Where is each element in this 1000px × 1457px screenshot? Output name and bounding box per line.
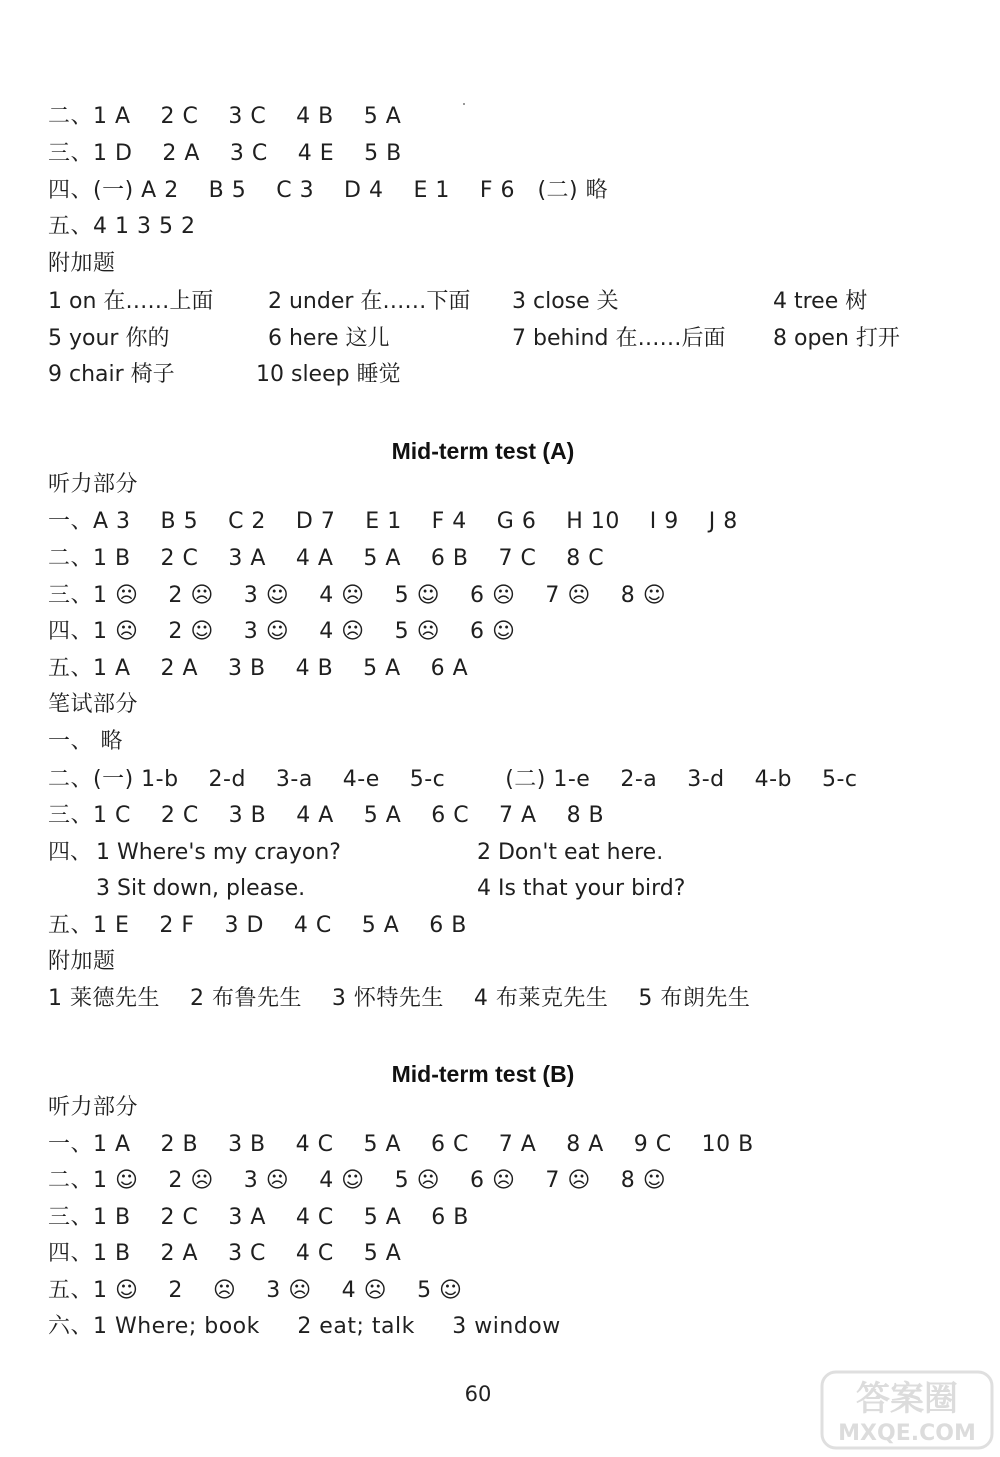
speck — [463, 103, 465, 105]
listening-label-a: 听力部分 — [48, 472, 139, 497]
b-line-6: 六、1 Where; book 2 eat; talk 3 window — [48, 1314, 561, 1339]
vocab-item: 5 your 你的 — [48, 326, 170, 351]
vocab-item: 7 behind 在……后面 — [512, 326, 726, 351]
a-listening-3: 三、1 ☹ 2 ☹ 3 ☺ 4 ☹ 5 ☺ 6 ☹ 7 ☹ 8 ☺ — [48, 583, 667, 608]
b-line-5: 五、1 ☺ 2 ☹ 3 ☹ 4 ☹ 5 ☺ — [48, 1278, 463, 1303]
b-line-3: 三、1 B 2 C 3 A 4 C 5 A 6 B — [48, 1205, 469, 1230]
extra-label-a: 附加题 — [48, 949, 116, 974]
vocab-item: 2 under 在……下面 — [268, 289, 471, 314]
vocab-item: 10 sleep 睡觉 — [256, 362, 401, 387]
vocab-item: 8 open 打开 — [773, 326, 900, 351]
answer-line-5: 五、4 1 3 5 2 — [48, 214, 196, 239]
watermark-line1: 答案圈 — [856, 1379, 958, 1419]
answer-line-4: 四、(一) A 2 B 5 C 3 D 4 E 1 F 6 (二) 略 — [48, 178, 609, 203]
b-line-2: 二、1 ☺ 2 ☹ 3 ☹ 4 ☺ 5 ☹ 6 ☹ 7 ☹ 8 ☺ — [48, 1168, 667, 1193]
vocab-item: 3 close 关 — [512, 289, 619, 314]
sentence: 3 Sit down, please. — [96, 876, 306, 901]
vocab-item: 9 chair 椅子 — [48, 362, 175, 387]
a-listening-5: 五、1 A 2 A 3 B 4 B 5 A 6 A — [48, 656, 469, 681]
a-written-2: 二、(一) 1-b 2-d 3-a 4-e 5-c (二) 1-e 2-a 3-d 4-b 5-c — [48, 767, 858, 792]
question-label: 四、 — [48, 840, 93, 865]
b-line-1: 一、1 A 2 B 3 B 4 C 5 A 6 C 7 A 8 A 9 C 10 B — [48, 1132, 754, 1157]
answer-line-2: 二、1 A 2 C 3 C 4 B 5 A — [48, 104, 402, 129]
listening-label-b: 听力部分 — [48, 1095, 139, 1120]
watermark-line2: MXQE.COM — [838, 1421, 976, 1446]
vocab-item: 1 on 在……上面 — [48, 289, 214, 314]
b-line-4: 四、1 B 2 A 3 C 4 C 5 A — [48, 1241, 402, 1266]
sentence: 1 Where's my crayon? — [96, 840, 341, 865]
section-title-b: Mid-term test (B) — [391, 1061, 575, 1087]
a-listening-4: 四、1 ☹ 2 ☺ 3 ☺ 4 ☹ 5 ☹ 6 ☺ — [48, 619, 516, 644]
answer-line-3: 三、1 D 2 A 3 C 4 E 5 B — [48, 141, 402, 166]
extra-label: 附加题 — [48, 251, 116, 276]
page-number: 60 — [464, 1382, 492, 1406]
vocab-item: 6 here 这儿 — [268, 326, 390, 351]
a-written-1: 一、 略 — [48, 729, 123, 754]
section-title-a: Mid-term test (A) — [391, 438, 575, 464]
a-written-3: 三、1 C 2 C 3 B 4 A 5 A 6 C 7 A 8 B — [48, 803, 605, 828]
a-listening-2: 二、1 B 2 C 3 A 4 A 5 A 6 B 7 C 8 C — [48, 546, 605, 571]
vocab-item: 4 tree 树 — [773, 289, 868, 314]
a-listening-1: 一、A 3 B 5 C 2 D 7 E 1 F 4 G 6 H 10 I 9 J 8 — [48, 509, 738, 534]
sentence: 4 Is that your bird? — [477, 876, 686, 901]
watermark-logo — [818, 1368, 996, 1452]
sentence: 2 Don't eat here. — [477, 840, 664, 865]
written-label-a: 笔试部分 — [48, 692, 139, 717]
a-extra-answers: 1 莱德先生 2 布鲁先生 3 怀特先生 4 布莱克先生 5 布朗先生 — [48, 986, 751, 1011]
a-written-5: 五、1 E 2 F 3 D 4 C 5 A 6 B — [48, 913, 467, 938]
